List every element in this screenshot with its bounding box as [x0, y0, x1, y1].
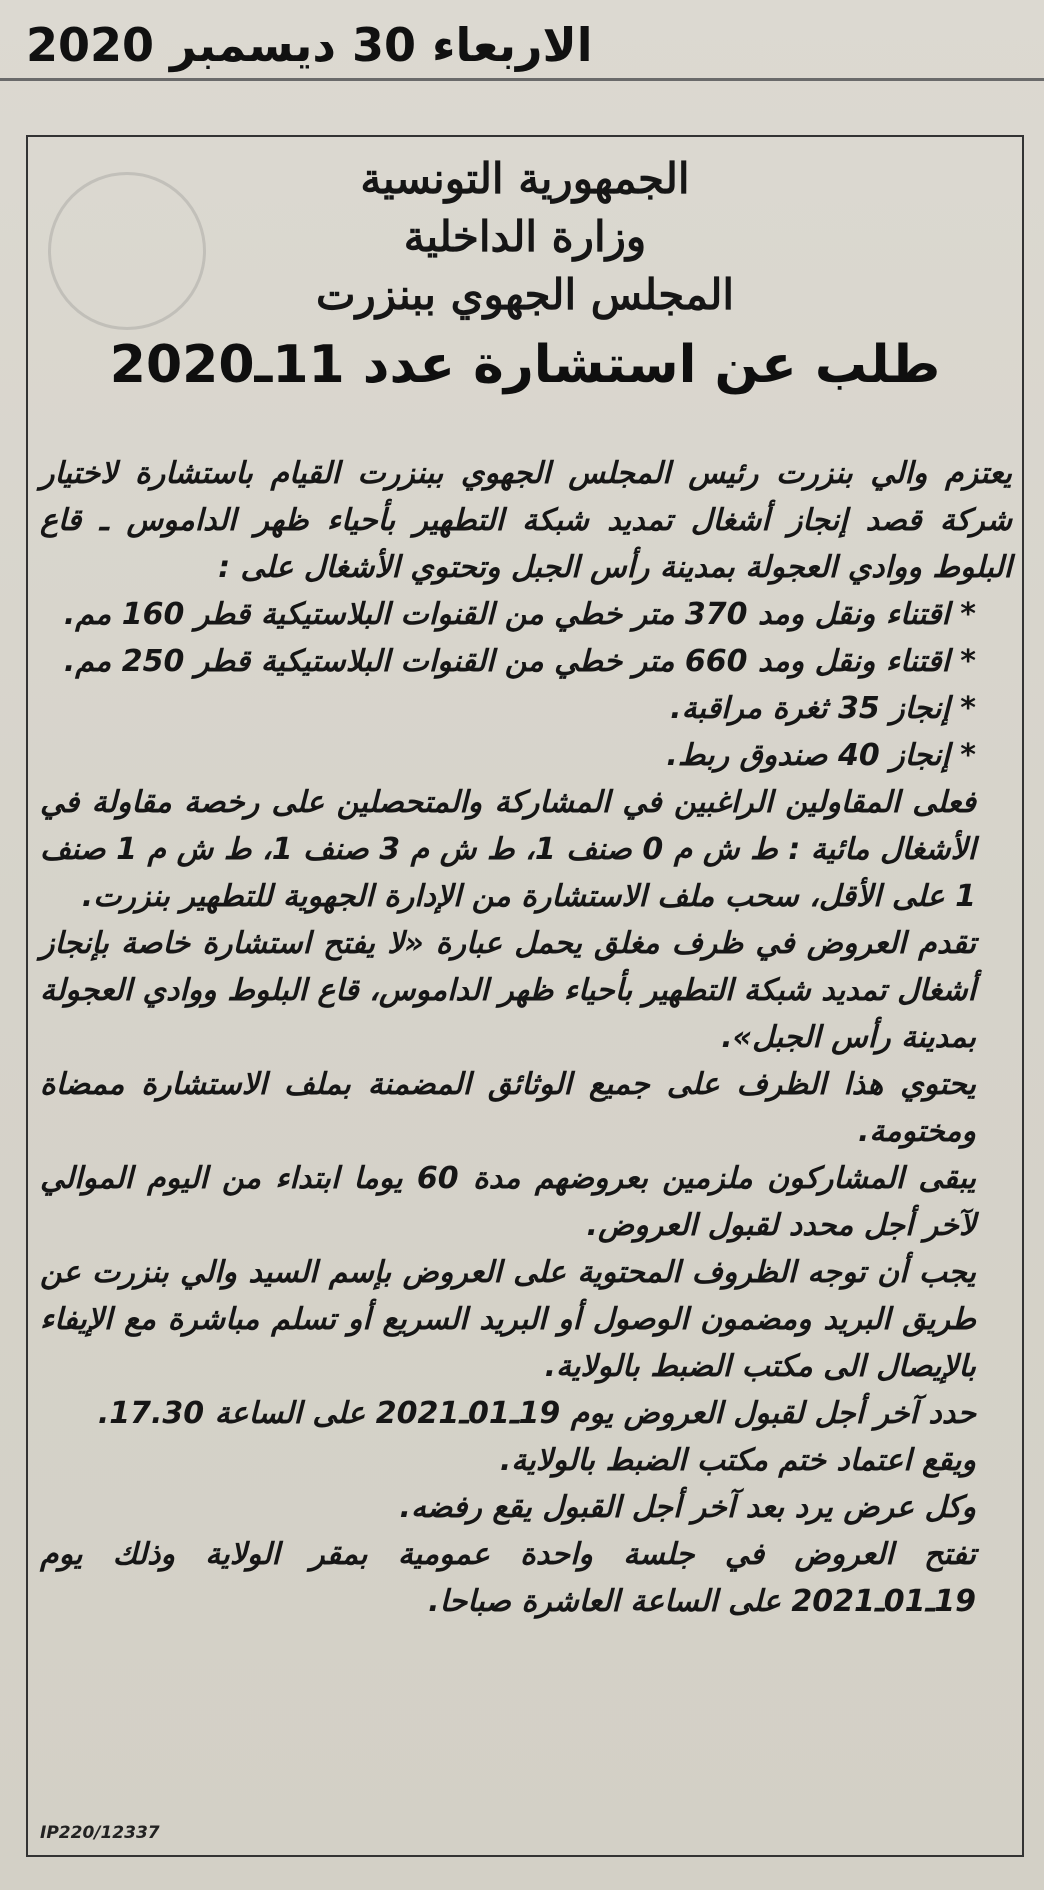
bullet-pipes-160: * اقتناء ونقل ومد 370 متر خطي من القنوات البلاستيكية قطر 160 مم. — [63, 597, 976, 632]
paragraph-intro: يعتزم والي بنزرت رئيس المجلس الجهوي ببنزرت القيام باستشارة لاختيار شركة قصد إنجاز أشغال تمديد شبكة التطهير بأحياء ظهر الداموس ـ قاع البلوط ووادي العجولة بمدينة رأس الجبل وتحتوي الأشغال على : — [40, 456, 1012, 585]
notice-main-title: طلب عن استشارة عدد 11ـ2020 — [109, 335, 941, 395]
notice-title-block — [26, 150, 1024, 402]
paragraph-validity: يبقى المشاركون ملزمين بعروضهم مدة 60 يوما ابتداء من اليوم الموالي لآخر أجل محدد لقبول العروض. — [40, 1161, 976, 1243]
paragraph-deadline: حدد آخر أجل لقبول العروض يوم 19ـ01ـ2021 على الساعة 17.30. — [97, 1396, 976, 1431]
bullet-inspection-openings: * إنجاز 35 ثغرة مراقبة. — [670, 691, 976, 726]
bullet-connection-boxes: * إنجاز 40 صندوق ربط. — [666, 738, 976, 773]
paragraph-eligibility: فعلى المقاولين الراغبين في المشاركة والمتحصلين على رخصة مقاولة في الأشغال مائية : ط ش م 0 صنف 1، ط ش م 3 صنف 1، ط ش م 1 صنف 1 على الأقل، سحب ملف الاستشارة من الإدارة الجهوية للتطهير بنزرت. — [40, 785, 976, 914]
paragraph-stamp: ويقع اعتماد ختم مكتب الضبط بالولاية. — [499, 1443, 976, 1478]
paragraph-envelope: تقدم العروض في ظرف مغلق يحمل عبارة «لا يفتح استشارة خاصة بإنجاز أشغال تمديد شبكة التطهير بأحياء ظهر الداموس، قاع البلوط ووادي العجولة بمدينة رأس الجبل». — [40, 926, 976, 1055]
title-council: المجلس الجهوي ببنزرت — [315, 270, 735, 319]
paragraph-documents: يحتوي هذا الظرف على جميع الوثائق المضمنة بملف الاستشارة ممضاة ومختومة. — [40, 1067, 976, 1149]
page-date-header: الاربعاء 30 ديسمبر 2020 — [26, 18, 593, 72]
header-divider — [0, 78, 1044, 81]
notice-body — [40, 450, 1012, 1625]
title-republic: الجمهورية التونسية — [360, 154, 690, 203]
paragraph-opening-session: تفتح العروض في جلسة واحدة عمومية بمقر الولاية وذلك يوم 19ـ01ـ2021 على الساعة العاشرة صباحا. — [40, 1537, 976, 1619]
paragraph-late-rejection: وكل عرض يرد بعد آخر أجل القبول يقع رفضه. — [399, 1490, 976, 1525]
reference-code: IP220/12337 — [40, 1823, 160, 1843]
paragraph-submission: يجب أن توجه الظروف المحتوية على العروض بإسم السيد والي بنزرت عن طريق البريد ومضمون الوصول أو البريد السريع أو تسلم مباشرة مع الإيفاء بالإيصال الى مكتب الضبط بالولاية. — [40, 1255, 976, 1384]
title-ministry: وزارة الداخلية — [403, 212, 647, 261]
bullet-pipes-250: * اقتناء ونقل ومد 660 متر خطي من القنوات البلاستيكية قطر 250 مم. — [63, 644, 976, 679]
